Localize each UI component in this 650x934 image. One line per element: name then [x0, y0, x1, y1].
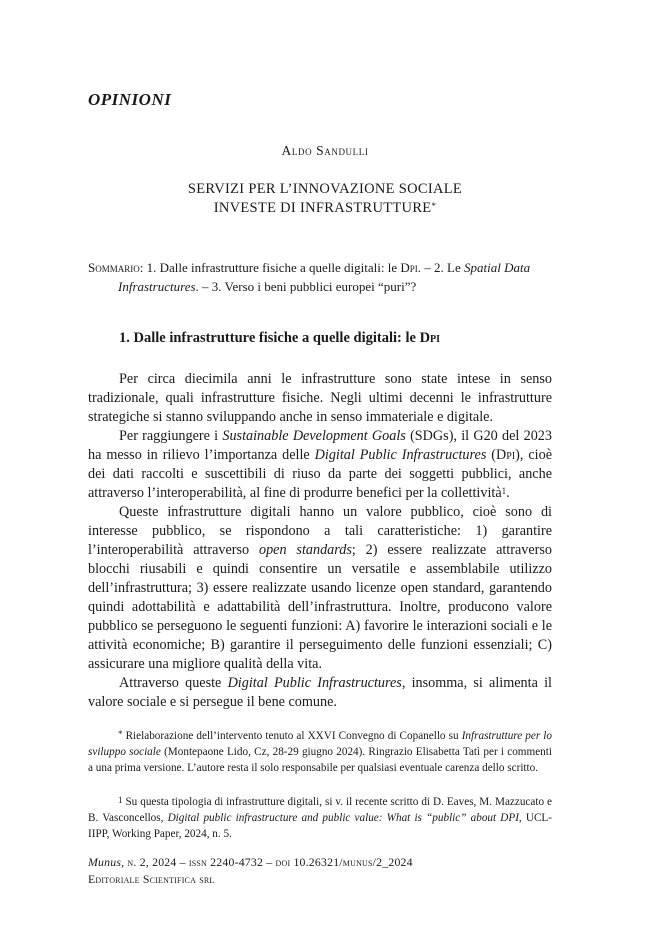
footnote-1: [88, 794, 552, 842]
text-span: Queste infrastrutture digitali hanno un valore pubblico, cioè sono di interesse pubblico, se rispondono a tali caratteristiche: 1) garantire l’interoperabilità attraverso: [88, 504, 552, 558]
italic-span: open standards: [258, 542, 352, 558]
citation-text: , n. 2, 2024 – issn 2240-4732 – doi 10.26321/munus/2_2024: [121, 855, 413, 869]
title-line-2-text: INVESTE DI INFRASTRUTTURE: [213, 200, 432, 216]
footnote-text: (Montepaone Lido, Cz, 28-29 giugno 2024). Ringrazio Elisabetta Tatì per i commenti a una prima versione. L’autore resta il solo responsabile per qualsiasi eventuale carenza dello scritto.: [88, 746, 552, 774]
page-footer: [88, 854, 413, 888]
italic-span: Digital Public Infrastructures: [314, 447, 487, 463]
heading-text: 1. Dalle infrastrutture fisiche a quelle digitali: le: [119, 330, 420, 346]
section-heading: OPINIONI: [88, 90, 172, 109]
article-title: [0, 180, 650, 218]
text-span: Attraverso queste: [119, 675, 228, 691]
title-line-1: SERVIZI PER L’INNOVAZIONE SOCIALE: [187, 181, 463, 197]
italic-span: Digital Public Infrastructures: [227, 675, 402, 691]
publisher-line: Editoriale Scientifica srl: [88, 872, 215, 886]
summary-italic: Spatial Data Infrastructures: [118, 260, 531, 294]
italic-span: Sustainable Development Goals: [222, 428, 406, 444]
summary-text: . – 3. Verso i beni pubblici europei “puri”?: [195, 279, 417, 294]
summary-dpi: Dpi: [400, 260, 418, 275]
title-footnote-mark[interactable]: *: [431, 201, 437, 211]
paragraph-3: [88, 503, 552, 674]
author-name: Aldo Sandulli: [281, 143, 369, 158]
footnote-text: Rielaborazione dell’intervento tenuto al XXVI Convegno di Copanello su: [122, 730, 462, 742]
section-1-heading: [119, 330, 440, 347]
footnote-star: [88, 728, 552, 776]
footnote-italic: Infrastrutture per lo sviluppo sociale: [88, 730, 552, 758]
summary-label: Sommario:: [88, 260, 144, 275]
citation-line: [88, 854, 413, 871]
footnote-ref[interactable]: 1: [501, 486, 507, 496]
text-span: ; 2) essere realizzate attraverso blocchi riusabili e quindi consentire un versatile e assemblabile utilizzo dell’infrastruttura; 3) essere realizzate usando licenze open standard, garantendo quindi adottabilità e adattabilità dell’infrastruttura. Inoltre, producono valore pubblico se perseguono le seguenti funzioni: A) favorire le interazioni sociali e le attività economiche; B) garantire il perseguimento delle funzioni essenziali; C) assicurare una migliore qualità della vita.: [88, 542, 552, 672]
paragraph-4: [88, 674, 552, 712]
summary-text: . – 2. Le: [417, 260, 464, 275]
journal-name: Munus: [88, 855, 122, 869]
summary: [88, 258, 582, 296]
footnote-italic: Digital public infrastructure and public value: What is “public” about DPI: [167, 812, 519, 824]
footnote-text: , UCL-IIPP, Working Paper, 2024, n. 5.: [88, 812, 552, 840]
text-span: (: [486, 447, 497, 463]
text-span: ), cioè dei dati raccolti e suscettibili di riuso da parte dei soggetti pubblici, anche attraverso l’interoperabilità, al fine di produrre benefici per la collettività: [88, 447, 552, 501]
paragraph-1: Per circa diecimila anni le infrastrutture sono state intese in senso tradizionale, quali infrastrutture fisiche. Negli ultimi decenni le infrastrutture strategiche si stanno sviluppando anche in senso immateriale e digitale.: [88, 371, 552, 425]
text-span: (SDGs), il G20 del 2023 ha messo in rilievo l’importanza delle: [88, 428, 552, 463]
footnote-mark: 1: [118, 795, 123, 805]
dpi-span: Dpi: [496, 447, 516, 463]
title-line-2: [0, 199, 650, 218]
summary-text: 1. Dalle infrastrutture fisiche a quelle digitali: le: [143, 260, 401, 275]
footnote-text: Su questa tipologia di infrastrutture digitali, si v. il recente scritto di D. Eaves, M. Mazzucato e B. Vasconcellos,: [88, 796, 552, 824]
text-span: Per raggiungere i: [119, 428, 223, 444]
text-span: , insomma, si alimenta il valore sociale e si persegue il bene comune.: [88, 675, 552, 710]
paragraph-2: [88, 427, 552, 503]
heading-dpi: Dpi: [419, 330, 441, 346]
text-span: .: [506, 485, 510, 501]
footnote-mark: *: [118, 729, 123, 739]
body-text: [88, 370, 552, 712]
